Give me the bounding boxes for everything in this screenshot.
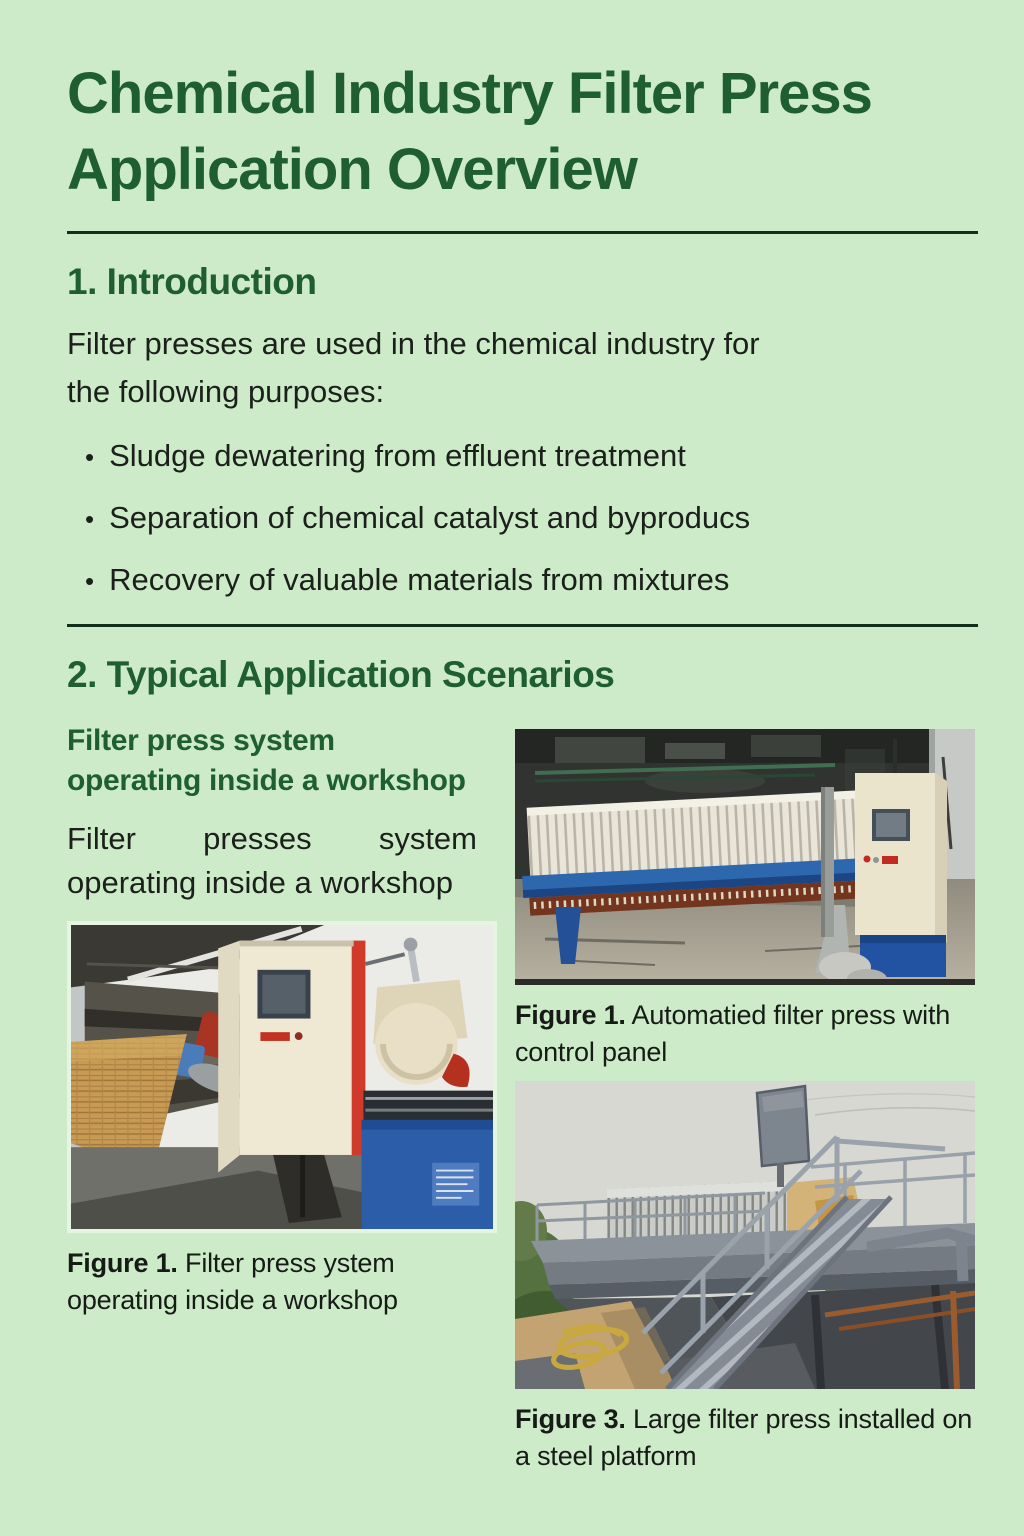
scenario-subheading-line-1: Filter press system	[67, 724, 335, 757]
section-heading-introduction: 1. Introduction	[67, 261, 317, 302]
figure-automated	[515, 729, 975, 1071]
figure-platform	[515, 1081, 975, 1475]
list-item	[85, 498, 978, 539]
figure-caption-platform	[515, 1401, 975, 1475]
figure-label: Figure 1.	[515, 1000, 626, 1030]
filter-press-workshop-photo	[67, 921, 497, 1233]
figure-caption-text: Filter press ystem operating inside a workshop	[67, 1248, 398, 1315]
divider-middle	[67, 624, 978, 627]
intro-bullet-list	[67, 436, 978, 601]
intro-paragraph: Filter presses are used in the chemical industry for the following purposes:	[67, 326, 760, 409]
bullet-icon: •	[85, 504, 95, 534]
figure-caption-text: Large filter press installed on a steel platform	[515, 1404, 973, 1471]
bullet-text: Recovery of valuable materials from mixtures	[109, 562, 730, 597]
right-column	[515, 721, 975, 1475]
scenario-body-text: Filter presses system operating inside a workshop	[67, 821, 477, 900]
platform-photo-illustration	[515, 1081, 975, 1389]
page-title-line-2: Application Overview	[67, 137, 637, 202]
page-title	[67, 56, 978, 208]
figure-caption-text: Automatied filter press with control panel	[515, 1000, 951, 1067]
workshop-photo-illustration	[71, 925, 493, 1229]
bullet-icon: •	[85, 442, 95, 472]
bullet-text: Sludge dewatering from effluent treatment	[109, 438, 686, 473]
left-column	[67, 721, 497, 1475]
figure-caption-automated	[515, 997, 975, 1071]
automated-press-photo-illustration	[515, 729, 975, 985]
automated-filter-press-photo	[515, 729, 975, 985]
bullet-text: Separation of chemical catalyst and byproducs	[109, 500, 751, 535]
two-column-layout	[67, 721, 978, 1475]
figure-caption-workshop	[67, 1245, 497, 1319]
list-item	[85, 436, 978, 477]
page-title-line-1: Chemical Industry Filter Press	[67, 61, 872, 126]
bullet-icon: •	[85, 566, 95, 596]
scenario-subheading	[67, 721, 497, 801]
figure-label: Figure 3.	[515, 1404, 626, 1434]
list-item	[85, 560, 978, 601]
figure-workshop	[67, 921, 497, 1319]
large-filter-press-platform-photo	[515, 1081, 975, 1389]
section-heading-scenarios: 2. Typical Application Scenarios	[67, 654, 615, 695]
divider-top	[67, 231, 978, 234]
scenario-subheading-line-2: operating inside a workshop	[67, 764, 466, 797]
figure-label: Figure 1.	[67, 1248, 178, 1278]
